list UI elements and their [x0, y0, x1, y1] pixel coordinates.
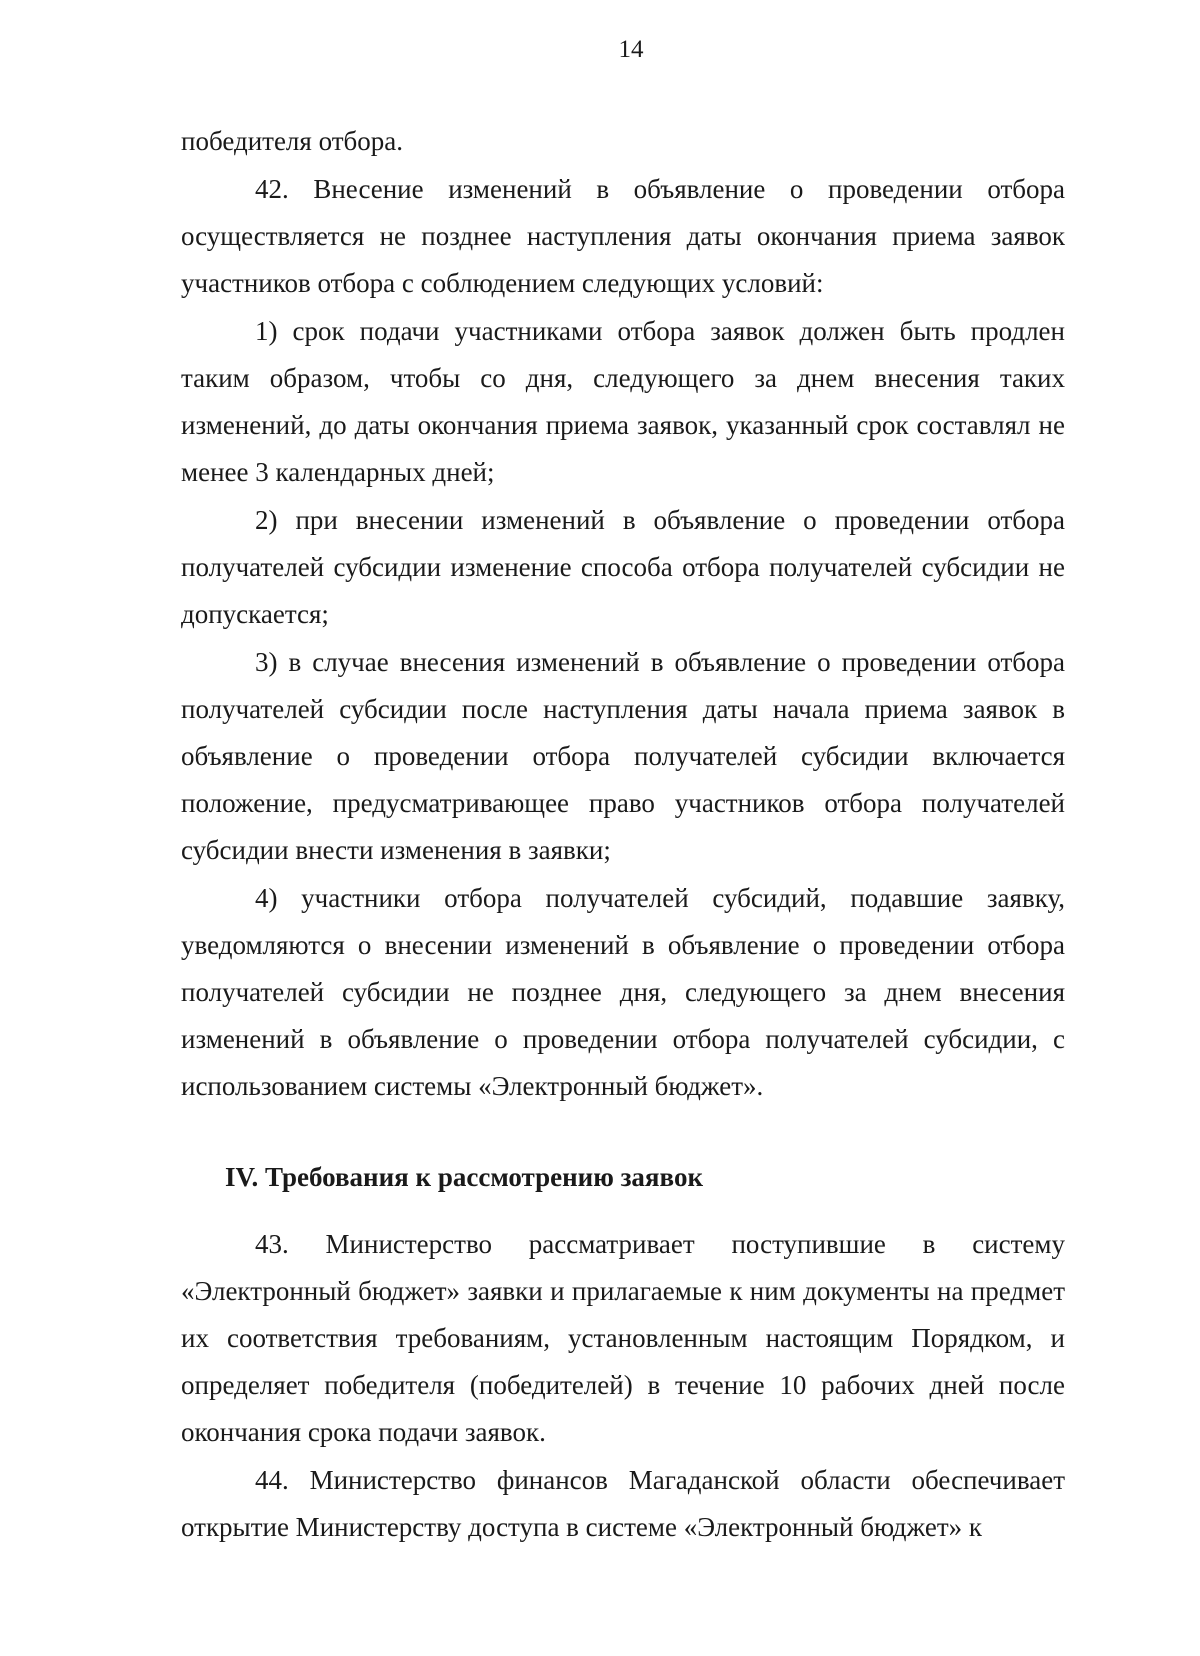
paragraph-44: 44. Министерство финансов Магаданской области обеспечивает открытие Министерству доступа в системе «Электронный бюджет» к [181, 1465, 1065, 1542]
paragraph-43: 43. Министерство рассматривает поступившие в систему «Электронный бюджет» заявки и прилагаемые к ним документы на предмет их соответствия требованиям, установленным настоящим Порядком, и определяет победителя (победителей) в течение 10 рабочих дней после окончания срока подачи заявок. [181, 1229, 1065, 1447]
paragraph-42-item-1: 1) срок подачи участниками отбора заявок должен быть продлен таким образом, чтобы со дня, следующего за днем внесения таких изменений, до даты окончания приема заявок, указанный срок составлял не менее 3 календарных дней; [181, 316, 1065, 487]
paragraph-42-item-2: 2) при внесении изменений в объявление о проведении отбора получателей субсидии изменение способа отбора получателей субсидии не допускается; [181, 505, 1065, 629]
page-number: 14 [618, 36, 644, 63]
paragraph-42-item-4: 4) участники отбора получателей субсидий, подавшие заявку, уведомляются о внесении изменений в объявление о проведении отбора получателей субсидии не позднее дня, следующего за днем внесения изменений в объявление о проведении отбора получателей субсидии, с использованием системы «Электронный бюджет». [181, 883, 1065, 1101]
paragraph-42-item-3: 3) в случае внесения изменений в объявление о проведении отбора получателей субсидии после наступления даты начала приема заявок в объявление о проведении отбора получателей субсидии включается положение, предусматривающее право участников отбора получателей субсидии внести изменения в заявки; [181, 647, 1065, 865]
paragraph-42: 42. Внесение изменений в объявление о проведении отбора осуществляется не позднее наступления даты окончания приема заявок участников отбора с соблюдением следующих условий: [181, 174, 1065, 298]
paragraph-continuation: победителя отбора. [181, 126, 403, 156]
document-body [181, 118, 1065, 1551]
section-heading: IV. Требования к рассмотрению заявок [225, 1162, 703, 1192]
